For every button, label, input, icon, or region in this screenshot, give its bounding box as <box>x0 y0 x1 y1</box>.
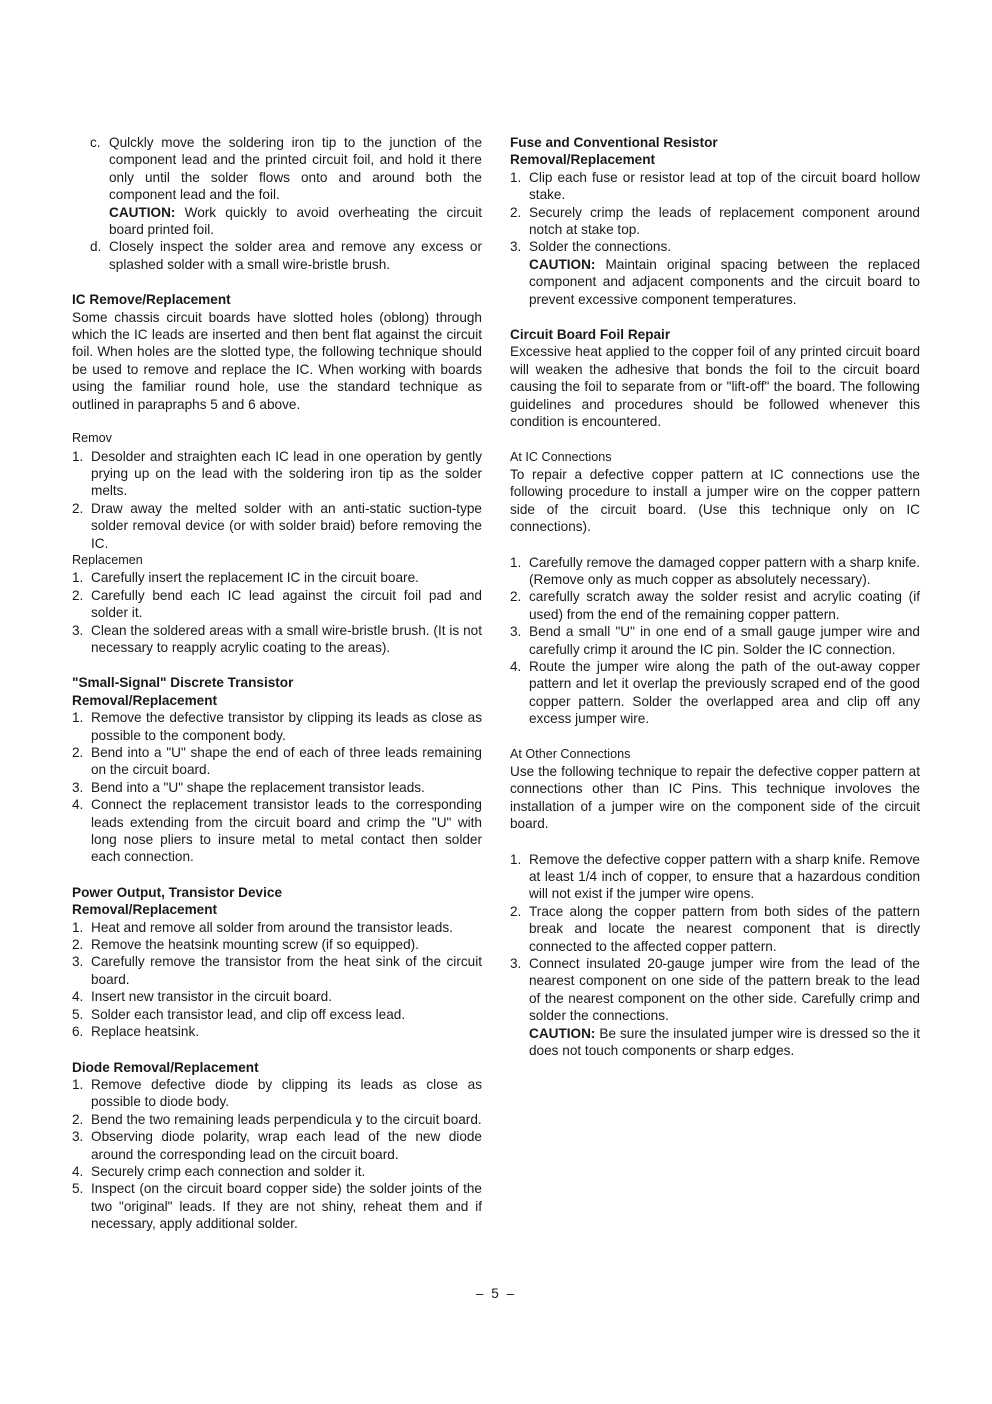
list-marker: c. <box>90 135 101 150</box>
list-item <box>72 1076 482 1111</box>
section-title-fuse: Fuse and Conventional Resistor <box>510 135 718 150</box>
list-item <box>72 448 482 500</box>
list-text: Insert new transistor in the circuit board. <box>91 989 333 1005</box>
list-marker: 2. <box>510 903 522 919</box>
list-item <box>72 587 482 622</box>
list-item <box>72 134 482 238</box>
list-item <box>510 851 920 903</box>
list-marker: 2. <box>510 204 522 220</box>
list-text: Bend the two remaining leads perpendicula y to the circuit board. <box>91 1111 482 1127</box>
list-text: Clean the soldered areas with a small wire-bristle brush. (It is not necessary to reapply acrylic coating to the areas). <box>91 622 482 655</box>
list-item <box>72 622 482 657</box>
list-text: Remove the defective transistor by clipping its leads as close as possible to the component body. <box>91 710 482 743</box>
list-text: Closely inspect the solder area and remove any excess or splashed solder with a small wire-bristle brush. <box>109 239 482 272</box>
list-text: Bend into a "U" shape the end of each of three leads remaining on the circuit board. <box>91 745 482 778</box>
ic-replace-list <box>72 569 482 656</box>
list-marker: 6. <box>72 1024 84 1040</box>
caution-label: CAUTION: <box>529 1025 596 1041</box>
list-item <box>72 1128 482 1163</box>
power-list <box>72 919 482 1041</box>
list-marker: 3. <box>510 624 522 640</box>
caution-text: Work quickly to avoid overheating the circuit board printed foil. <box>109 204 483 238</box>
list-item <box>510 658 920 728</box>
section-title-power: Power Output, Transistor Device <box>72 884 282 900</box>
list-text: Bend into a "U" shape the replacement transistor leads. <box>91 779 425 795</box>
left-column <box>72 134 482 1233</box>
section-title-foil: Circuit Board Foil Repair <box>510 327 671 343</box>
list-item <box>72 1163 482 1180</box>
list-marker: 3. <box>72 779 84 795</box>
list-text: Route the jumper wire along the path of the out-away copper pattern and let it overlap the previously scraped end of the good copper pattern. Solder the overlapped area and clip off any excess jumper wire. <box>529 658 920 727</box>
list-marker: 3. <box>72 622 84 638</box>
list-marker: 1. <box>510 851 522 867</box>
list-marker: 4. <box>72 989 84 1005</box>
list-marker: 4. <box>72 797 84 813</box>
caution-label: CAUTION: <box>109 204 176 220</box>
list-text: Bend a small "U" in one end of a small gauge jumper wire and carefully crimp it around the IC pin. Solder the IC connection. <box>529 624 920 657</box>
foil-body: Excessive heat applied to the copper foil of any printed circuit board will weaken the adhesive that bonds the foil to the circuit board causing the foil to separate from or "lift-off" the board. The following guidelines and procedures should be followed whenever this condition is encountered. <box>510 344 920 430</box>
caution-note <box>529 256 920 308</box>
list-text: Securely crimp the leads of replacement component around notch at stake top. <box>529 204 920 238</box>
list-marker: 2. <box>72 937 84 953</box>
list-item <box>510 623 920 658</box>
list-item <box>510 554 920 589</box>
list-item <box>72 919 482 936</box>
list-text: Desolder and straighten each IC lead in one operation by gently prying up on the lead with the soldering iron tip as the solder melts. <box>91 448 482 499</box>
list-marker: 2. <box>72 587 84 603</box>
list-item <box>72 569 482 586</box>
list-item <box>72 744 482 779</box>
ic-remov-list <box>72 448 482 552</box>
list-item <box>510 204 920 239</box>
list-marker: 2. <box>72 500 84 516</box>
list-item <box>510 955 920 1059</box>
list-marker: 1. <box>72 1076 84 1092</box>
list-item <box>510 588 920 623</box>
list-text: Connect insulated 20-gauge jumper wire from the lead of the nearest component on one side of the pattern break to the lead of the nearest component on the other side. Carefully crimp and solder the connections. <box>529 956 920 1024</box>
ic-connections-body: To repair a defective copper pattern at IC connections use the following procedure to install a jumper wire on the copper pattern side of the circuit board. (Use this technique only on IC connections). <box>510 466 920 535</box>
list-item <box>510 903 920 955</box>
list-marker: 5. <box>72 1181 84 1197</box>
list-item <box>72 238 482 273</box>
list-item <box>72 1006 482 1023</box>
list-text: Inspect (on the circuit board copper side) the solder joints of the two "original" leads. If they are not shiny, reheat them and if necessary, apply additional solder. <box>91 1181 482 1232</box>
list-marker: d. <box>90 239 102 255</box>
list-text: Draw away the melted solder with an anti-static suction-type solder removal device (or with solder braid) before removing the IC. <box>91 500 482 551</box>
list-text: Trace along the copper pattern from both sides of the pattern break and locate the nearest component that is directly connected to the affected copper pattern. <box>529 903 920 954</box>
ic-remov-label: Remov <box>72 431 112 446</box>
list-text: Replace heatsink. <box>91 1024 200 1040</box>
list-item <box>72 953 482 988</box>
section-subtitle-power: Removal/Replacement <box>72 902 218 918</box>
ic-connections-label: At IC Connections <box>510 449 612 464</box>
section-subtitle-fuse: Removal/Replacement <box>510 152 656 168</box>
list-marker: 3. <box>72 954 84 970</box>
list-marker: 1. <box>72 919 84 935</box>
fuse-list <box>510 169 920 308</box>
list-marker: 4. <box>72 1163 84 1179</box>
list-item <box>72 796 482 866</box>
other-connections-list <box>510 851 920 1060</box>
list-marker: 2. <box>510 589 522 605</box>
list-text: Heat and remove all solder from around the transistor leads. <box>91 919 453 935</box>
list-marker: 4. <box>510 658 522 674</box>
list-item <box>72 936 482 953</box>
list-marker: 1. <box>72 570 84 586</box>
list-marker: 1. <box>72 710 84 726</box>
section-title-small-signal: "Small-Signal" Discrete Transistor <box>72 675 294 691</box>
other-connections-label: At Other Connections <box>510 746 631 761</box>
list-marker: 3. <box>510 956 522 972</box>
list-text: Qulckly move the soldering iron tip to the junction of the component lead and the printed circuit foil, and hold it there only until the solder flows onto and around both the component lead and the foil. <box>109 135 482 203</box>
list-marker: 3. <box>72 1129 84 1145</box>
list-text: Securely crimp each connection and solder it. <box>91 1163 366 1179</box>
list-marker: 3. <box>510 239 522 255</box>
right-column <box>510 134 920 1060</box>
list-text: Carefully bend each IC lead against the circuit foil pad and solder it. <box>91 587 482 621</box>
diode-list <box>72 1076 482 1233</box>
caution-note <box>109 204 482 239</box>
list-text: Carefully insert the replacement IC in the circuit boare. <box>91 570 419 586</box>
section-subtitle-small-signal: Removal/Replacement <box>72 692 218 708</box>
list-item <box>72 1023 482 1040</box>
list-text: Remove the heatsink mounting screw (if so equipped). <box>91 937 419 953</box>
caution-note <box>529 1025 920 1060</box>
list-marker: 2. <box>72 1111 84 1127</box>
other-connections-body: Use the following technique to repair the defective copper pattern at connections other than IC Pins. This technique involoves the installation of a jumper wire on the component side of the circuit board. <box>510 764 920 832</box>
list-marker: 1. <box>510 169 522 185</box>
list-text: Remove the defective copper pattern with a sharp knife. Remove at least 1/4 inch of copper, to ensure that a hazardous condition will not exist if the jumper wire opens. <box>529 851 920 902</box>
list-text: Solder the connections. <box>529 239 672 255</box>
list-marker: 1. <box>510 554 522 570</box>
ic-body: Some chassis circuit boards have slotted holes (oblong) through which the IC leads are inserted and then bent flat against the circuit foil. When holes are the slotted type, the following technique should be used to remove and replace the IC. When working with boards using the familiar round hole, use the standard technique as outlined in parapraphs 5 and 6 above. <box>72 309 482 412</box>
section-title-diode: Diode Removal/Replacement <box>72 1059 259 1075</box>
list-marker: 5. <box>72 1006 84 1022</box>
list-text: Solder each transistor lead, and clip off excess lead. <box>91 1006 406 1022</box>
ic-replace-label: Replacemen <box>72 552 143 567</box>
list-text: Clip each fuse or resistor lead at top of the circuit board hollow stake. <box>529 169 920 203</box>
list-text: Carefully remove the damaged copper pattern with a sharp knife. (Remove only as much copper as absolutely necessary). <box>529 554 920 587</box>
list-item <box>72 1111 482 1128</box>
list-item <box>72 779 482 796</box>
list-item <box>72 500 482 552</box>
list-item <box>510 169 920 204</box>
ic-connections-list <box>510 554 920 728</box>
list-item <box>72 988 482 1005</box>
caution-text: Be sure the insulated jumper wire is dressed so the it does not touch components or sharp edges. <box>529 1025 920 1059</box>
list-item <box>72 709 482 744</box>
list-text: Carefully remove the transistor from the heat sink of the circuit board. <box>91 954 482 987</box>
caution-label: CAUTION: <box>529 256 596 272</box>
list-marker: 2. <box>72 745 84 760</box>
list-item <box>72 1180 482 1232</box>
list-item <box>510 238 920 308</box>
list-text: Remove defective diode by clipping its leads as close as possible to diode body. <box>91 1076 482 1110</box>
list-text: carefully scratch away the solder resist and acrylic coating (if used) from the end of the remaining copper pattern. <box>529 589 920 622</box>
list-text: Connect the replacement transistor leads to the corresponding leads extending from the circuit board and crimp the "U" with long nose pliers to insure metal to metal contact then solder each connection. <box>91 797 482 865</box>
list-marker: 1. <box>72 448 84 464</box>
list-text: Observing diode polarity, wrap each lead of the new diode around the corresponding lead on the circuit board. <box>91 1129 482 1162</box>
page-number: – 5 – <box>475 1286 517 1301</box>
soldering-steps-list <box>72 134 482 273</box>
section-title-ic: IC Remove/Replacement <box>72 292 231 308</box>
caution-text: Maintain original spacing between the replaced component and adjacent components and the circuit board to prevent excessive component temperatures. <box>529 256 920 307</box>
small-signal-list <box>72 709 482 866</box>
